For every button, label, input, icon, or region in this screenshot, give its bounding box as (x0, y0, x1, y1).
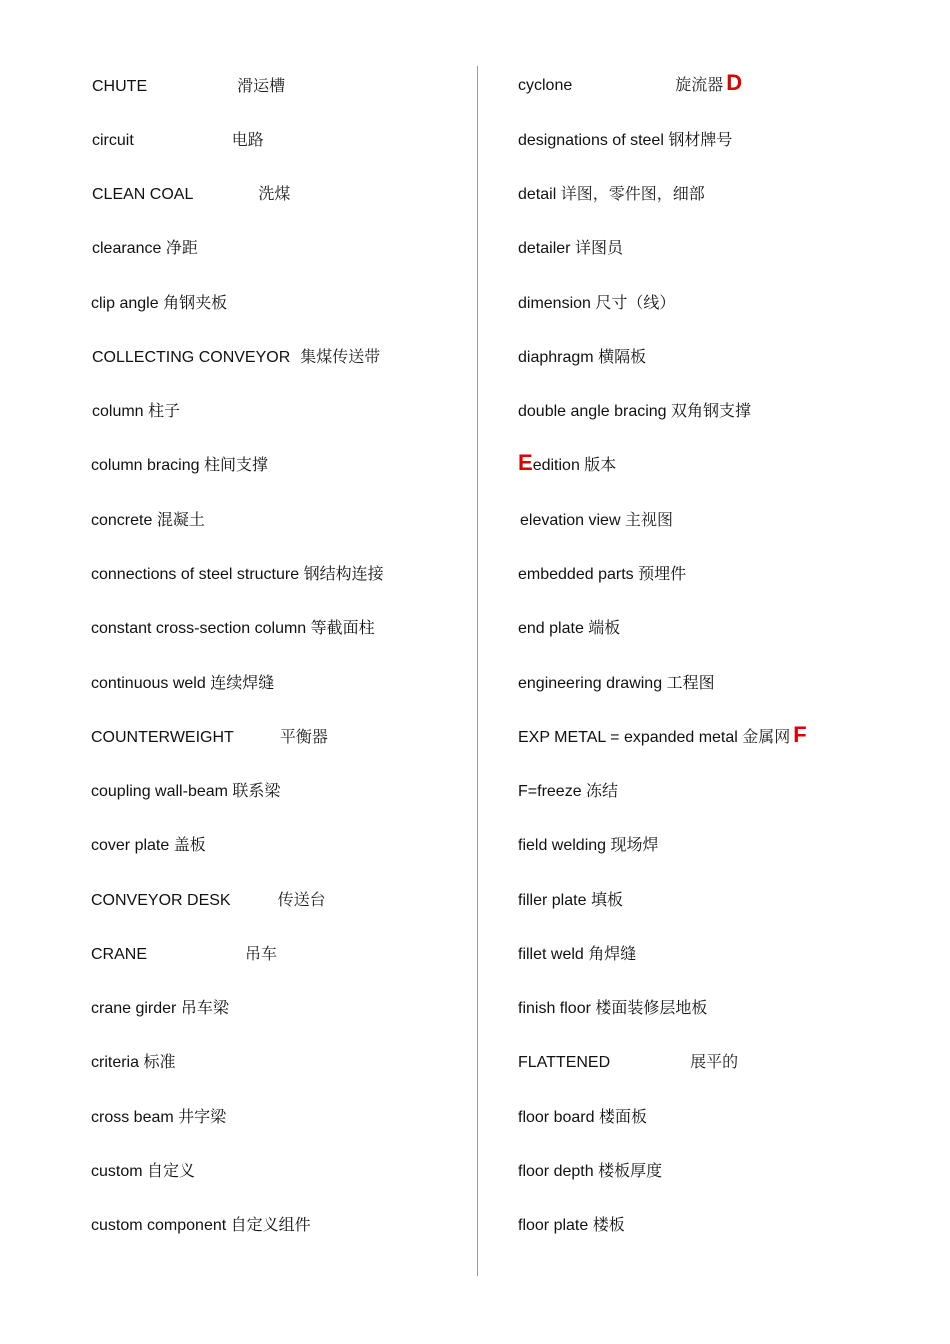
term-zh: 吊车梁 (180, 998, 229, 1017)
term-zh: 双角钢支撑 (671, 401, 752, 420)
glossary-entry (91, 835, 206, 856)
term-zh: 集煤传送带 (300, 347, 381, 366)
glossary-entry (91, 455, 268, 476)
glossary-entry (91, 1052, 175, 1073)
term-zh: 端板 (588, 618, 621, 637)
section-letter-e: E (518, 450, 533, 475)
glossary-entry (91, 727, 328, 748)
glossary-entry (91, 510, 205, 531)
glossary-entry (91, 618, 375, 639)
term-zh: 主视图 (624, 510, 673, 529)
term-en: concrete (91, 512, 153, 529)
term-zh: 柱间支撑 (203, 455, 268, 474)
glossary-entry (91, 998, 229, 1019)
term-en: cyclone (518, 77, 573, 94)
glossary-entry (518, 673, 715, 694)
glossary-entry (518, 781, 618, 802)
term-en: diaphragm (518, 349, 594, 366)
term-en: continuous weld (91, 675, 206, 692)
term-en: column bracing (91, 457, 200, 474)
term-zh-secondary: 细部 (672, 184, 705, 203)
term-en: COUNTERWEIGHT (91, 729, 234, 746)
term-en: detailer (518, 240, 571, 257)
term-zh: 工程图 (666, 673, 715, 692)
column-divider (477, 66, 478, 1276)
glossary-entry (91, 673, 274, 694)
glossary-entry (518, 618, 620, 639)
term-en: COLLECTING CONVEYOR (92, 349, 291, 366)
term-en: end plate (518, 620, 584, 637)
term-en: clearance (92, 240, 162, 257)
glossary-entry (92, 76, 285, 97)
term-en: floor depth (518, 1163, 594, 1180)
term-en: custom (91, 1163, 143, 1180)
term-zh: 自定义 (147, 1161, 196, 1180)
term-en: filler plate (518, 892, 587, 909)
term-zh: 盖板 (173, 835, 206, 854)
glossary-entry (91, 1161, 195, 1182)
term-en: custom component (91, 1217, 227, 1234)
glossary-entry (92, 401, 180, 422)
term-en: circuit (92, 132, 134, 149)
term-en: detail (518, 186, 557, 203)
term-zh: 楼面装修层地板 (595, 998, 708, 1017)
glossary-entry (91, 1107, 226, 1128)
term-en: designations of steel (518, 132, 664, 149)
term-zh: 净距 (165, 238, 198, 257)
term-zh: 版本 (584, 455, 617, 474)
term-en: field welding (518, 837, 607, 854)
glossary-entry (518, 184, 705, 205)
term-zh: 详图，零件图， (560, 184, 673, 203)
term-en: crane girder (91, 1000, 177, 1017)
term-zh: 楼面板 (598, 1107, 647, 1126)
glossary-entry (518, 1215, 625, 1236)
term-zh: 展平的 (690, 1052, 739, 1071)
term-zh: 楼板 (592, 1215, 625, 1234)
glossary-entry (92, 184, 290, 205)
term-zh: 横隔板 (598, 347, 647, 366)
glossary-entry (518, 1052, 738, 1073)
term-zh: 平衡器 (279, 727, 328, 746)
term-en: CRANE (91, 946, 148, 963)
term-en: CLEAN COAL (92, 186, 194, 203)
term-en: fillet weld (518, 946, 584, 963)
term-zh: 楼板厚度 (598, 1161, 663, 1180)
term-en: clip angle (91, 295, 159, 312)
term-en: floor board (518, 1109, 595, 1126)
term-zh: 钢材牌号 (668, 130, 733, 149)
glossary-entry (520, 510, 673, 531)
term-zh: 等截面柱 (310, 618, 375, 637)
term-en: CONVEYOR DESK (91, 892, 231, 909)
term-zh: 混凝土 (156, 510, 205, 529)
glossary-entry (518, 238, 623, 259)
glossary-entry (91, 890, 326, 911)
term-zh: 自定义组件 (230, 1215, 311, 1234)
term-en: finish floor (518, 1000, 591, 1017)
glossary-entry (518, 130, 732, 151)
term-zh: 吊车 (245, 944, 278, 963)
glossary-entry (92, 347, 380, 368)
glossary-entry (518, 564, 686, 585)
glossary-entry (518, 450, 617, 476)
term-en: double angle bracing (518, 403, 667, 420)
term-en: F=freeze (518, 783, 582, 800)
glossary-entry (518, 835, 659, 856)
glossary-entry (91, 564, 384, 585)
term-en: engineering drawing (518, 675, 663, 692)
term-en: floor plate (518, 1217, 589, 1234)
glossary-entry (518, 293, 675, 314)
term-zh: 联系梁 (232, 781, 281, 800)
term-en: CHUTE (92, 78, 148, 95)
glossary-entry (518, 401, 751, 422)
section-letter-d: D (726, 70, 743, 95)
term-zh: 金属网 (742, 727, 791, 746)
term-en: coupling wall-beam (91, 783, 228, 800)
term-zh: 尺寸（线） (595, 293, 676, 312)
term-en: FLATTENED (518, 1054, 611, 1071)
term-en: dimension (518, 295, 591, 312)
term-en: elevation view (520, 512, 621, 529)
term-zh: 柱子 (148, 401, 181, 420)
term-zh: 旋流器 (675, 75, 724, 94)
term-zh: 现场焊 (610, 835, 659, 854)
term-en: embedded parts (518, 566, 634, 583)
term-en: cross beam (91, 1109, 174, 1126)
glossary-entry (518, 998, 707, 1019)
term-zh: 钢结构连接 (303, 564, 384, 583)
glossary-entry (91, 944, 277, 965)
term-zh: 滑运槽 (237, 76, 286, 95)
term-zh: 连续焊缝 (210, 673, 275, 692)
term-en: constant cross-section column (91, 620, 307, 637)
glossary-entry (518, 944, 636, 965)
glossary-entry (91, 781, 280, 802)
glossary-entry (91, 1215, 311, 1236)
term-zh: 角钢夹板 (163, 293, 228, 312)
term-zh: 填板 (590, 890, 623, 909)
glossary-entry (92, 238, 198, 259)
glossary-entry (518, 1107, 647, 1128)
glossary-entry (518, 890, 623, 911)
term-zh: 井字梁 (178, 1107, 227, 1126)
term-en: connections of steel structure (91, 566, 300, 583)
term-zh: 洗煤 (258, 184, 291, 203)
section-letter-f: F (793, 722, 807, 747)
term-zh: 电路 (231, 130, 264, 149)
term-zh: 角焊缝 (588, 944, 637, 963)
term-zh: 详图员 (574, 238, 623, 257)
glossary-entry (518, 347, 646, 368)
term-zh: 预埋件 (638, 564, 687, 583)
term-zh: 标准 (143, 1052, 176, 1071)
term-zh: 冻结 (586, 781, 619, 800)
term-en: edition (532, 457, 580, 474)
term-zh: 传送台 (277, 890, 326, 909)
term-en: column (92, 403, 144, 420)
glossary-entry (518, 722, 807, 748)
glossary-entry (518, 70, 743, 96)
glossary-entry (92, 130, 264, 151)
term-en: criteria (91, 1054, 140, 1071)
glossary-entry (518, 1161, 662, 1182)
term-en: EXP METAL = expanded metal (518, 729, 738, 746)
glossary-entry (91, 293, 227, 314)
term-en: cover plate (91, 837, 170, 854)
